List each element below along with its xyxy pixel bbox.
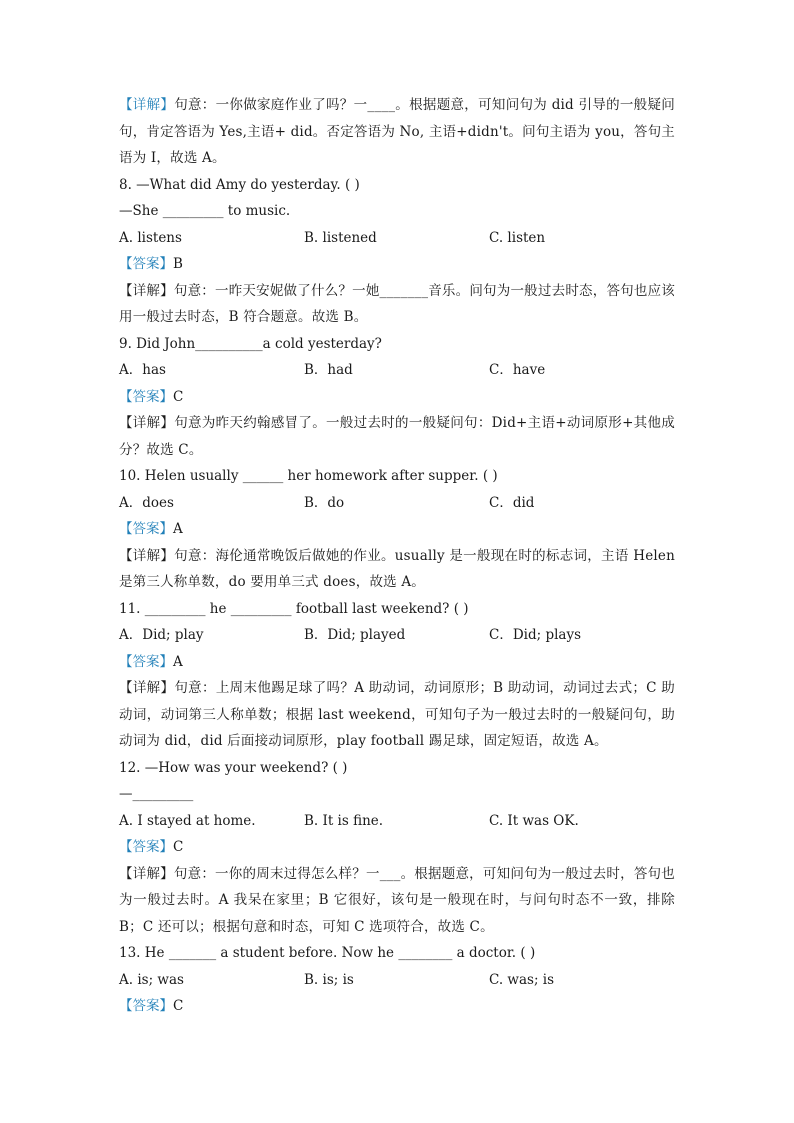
q10-detail bbox=[119, 543, 675, 596]
intro-detail bbox=[119, 92, 675, 172]
q8-detail bbox=[119, 278, 675, 331]
q8-option-a: A. listens bbox=[119, 229, 182, 246]
q11-option-c: C．Did; plays bbox=[489, 627, 582, 643]
q11-stem: 11. _________ he _________ football last weekend? ( ) bbox=[119, 600, 469, 617]
detail-label: 【详解】 bbox=[119, 865, 174, 882]
detail-label: 【详解】 bbox=[119, 282, 174, 299]
q13-option-a: A. is; was bbox=[119, 971, 184, 988]
answer-label: 【答案】 bbox=[119, 388, 173, 405]
q10-option-a: A．does bbox=[119, 494, 174, 511]
q11-options bbox=[119, 622, 675, 649]
answer-label: 【答案】 bbox=[119, 256, 173, 272]
q11-option-b: B．Did; played bbox=[304, 627, 406, 643]
q9-detail-text: 句意为昨天约翰感冒了。一般过去时的一般疑问句：Did+主语+动词原形+其他成分？故选 C。 bbox=[119, 415, 675, 458]
q8-answer-value: B bbox=[173, 256, 183, 272]
q12-stem-2: —_________ bbox=[119, 786, 194, 802]
q11-detail-text: 句意：上周末他踢足球了吗？A 助动词，动词原形；B 助动词，动词过去式；C 助动词，动词第三人称单数；根据 last weekend，可知句子为一般过去时的一般疑问句，助动词为 did，did 后面接动词原形，play football 踢足球，固定短语，故选 A。 bbox=[119, 680, 675, 749]
q13-option-c: C. was; is bbox=[489, 971, 555, 988]
q8-option-c: C. listen bbox=[489, 229, 546, 246]
q11-answer bbox=[119, 649, 675, 676]
detail-label: 【详解】 bbox=[119, 97, 175, 113]
q9-option-c: C．have bbox=[489, 362, 546, 378]
q12-stem: 12. —How was your weekend? ( ) bbox=[119, 759, 348, 776]
q8-stem-2: —She _________ to music. bbox=[119, 203, 291, 219]
q11-answer-value: A bbox=[173, 653, 183, 670]
answer-label: 【答案】 bbox=[119, 839, 173, 855]
detail-label: 【详解】 bbox=[119, 680, 175, 696]
q8-answer bbox=[119, 251, 675, 278]
q12-answer-value: C bbox=[173, 839, 184, 855]
q9-answer-value: C bbox=[173, 388, 184, 405]
q9-stem: 9. Did John__________a cold yesterday? bbox=[119, 335, 382, 352]
q10-answer bbox=[119, 516, 675, 543]
q10-answer-value: A bbox=[173, 521, 183, 537]
q8-options bbox=[119, 225, 675, 252]
q13-option-b: B. is; is bbox=[304, 971, 354, 988]
detail-label: 【详解】 bbox=[119, 547, 175, 564]
q8-stem: 8. —What did Amy do yesterday. ( ) bbox=[119, 176, 360, 193]
q10-detail-text: 句意：海伦通常晚饭后做她的作业。usually 是一般现在时的标志词，主语 Helen 是第三人称单数，do 要用单三式 does，故选 A。 bbox=[119, 547, 675, 590]
q13-stem: 13. He _______ a student before. Now he ________ a doctor. ( ) bbox=[119, 945, 536, 961]
q8-option-b: B. listened bbox=[304, 229, 377, 246]
q9-detail bbox=[119, 410, 675, 463]
q8-detail-text: 句意：一昨天安妮做了什么？一她_______音乐。问句为一般过去时态，答句也应该用一般过去时态，B 符合题意。故选 B。 bbox=[119, 282, 675, 325]
q10-options bbox=[119, 490, 675, 517]
q12-detail bbox=[119, 861, 675, 941]
q13-answer bbox=[119, 993, 675, 1020]
q10-option-b: B．do bbox=[304, 494, 345, 511]
q9-option-b: B．had bbox=[304, 362, 353, 378]
q12-option-c: C. It was OK. bbox=[489, 812, 579, 829]
q10-stem: 10. Helen usually ______ her homework after supper. ( ) bbox=[119, 468, 498, 484]
answer-label: 【答案】 bbox=[119, 521, 173, 537]
q11-option-a: A．Did; play bbox=[119, 627, 204, 643]
q9-option-a: A．has bbox=[119, 362, 166, 378]
detail-label: 【详解】 bbox=[119, 415, 175, 431]
q9-answer bbox=[119, 384, 675, 411]
q13-answer-value: C bbox=[173, 998, 184, 1014]
q13-options bbox=[119, 967, 675, 994]
q12-answer bbox=[119, 834, 675, 861]
answer-label: 【答案】 bbox=[119, 653, 173, 670]
document-page bbox=[119, 92, 675, 1020]
q11-detail bbox=[119, 675, 675, 755]
intro-detail-text: 句意：一你做家庭作业了吗？一____。根据题意，可知问句为 did 引导的一般疑问句，肯定答语为 Yes,主语+ did。否定答语为 No, 主语+didn't。问句主语为 you，答句主语为 I，故选 A。 bbox=[119, 97, 675, 166]
q12-options bbox=[119, 808, 675, 835]
q10-option-c: C．did bbox=[489, 494, 535, 511]
q9-options bbox=[119, 357, 675, 384]
q12-detail-text: 句意：一你的周末过得怎么样？一___。根据题意，可知问句为一般过去时，答句也为一般过去时。A 我呆在家里；B 它很好，该句是一般现在时，与问句时态不一致，排除 B；C 还可以；根据句意和时态，可知 C 选项符合，故选 C。 bbox=[119, 865, 675, 935]
q12-option-a: A. I stayed at home. bbox=[119, 812, 256, 829]
q12-option-b: B. It is fine. bbox=[304, 812, 384, 829]
answer-label: 【答案】 bbox=[119, 998, 173, 1014]
